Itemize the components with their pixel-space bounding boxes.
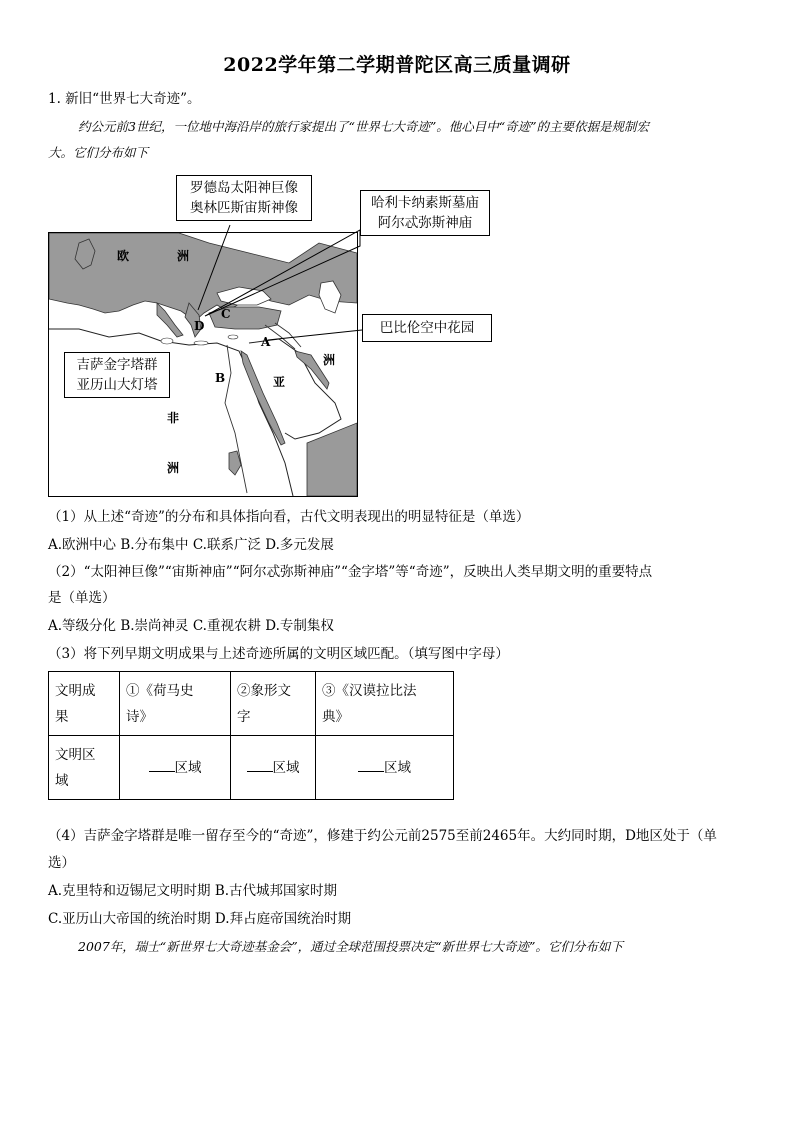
page-title: 2022学年第二学期普陀区高三质量调研 (223, 54, 571, 76)
item-hammurabi-line1: ③《汉谟拉比法 (322, 682, 417, 699)
q1-sub4-question-line2: 选） (48, 855, 75, 871)
callout-halicarnassus-artemis (360, 190, 490, 236)
q1-heading: 1. 新旧“世界七大奇迹”。 (48, 91, 201, 107)
callout-babylon-text: 巴比伦空中花园 (379, 320, 475, 336)
label-asia-2: 洲 (323, 353, 336, 367)
table-header-region (49, 736, 120, 800)
label-asia-1: 亚 (273, 375, 286, 389)
callout-rhodes-line1: 罗德岛太阳神巨像 (190, 180, 298, 196)
answer-blank-3[interactable] (358, 757, 384, 772)
closing-paragraph: 2007年，瑞士“新世界七大奇迹基金会”，通过全球范围投票决定“新世界七大奇迹”。它们分布如下 (78, 939, 623, 954)
label-africa-1: 非 (167, 411, 180, 425)
answer-cell-homer (120, 736, 231, 800)
q1-sub4-options-line1: A.克里特和迈锡尼文明时期 B.古代城邦国家时期 (48, 883, 338, 899)
leader-halicarnassus (205, 230, 360, 316)
matching-table (48, 671, 454, 800)
callout-hali-line1: 哈利卡纳素斯墓庙 (371, 195, 479, 211)
q1-sub2-question-line1: （2）“太阳神巨像”“宙斯神庙”“阿尔忒弥斯神庙”“金字塔”等“奇迹”，反映出人类早期文明的重要特点 (48, 564, 653, 580)
q1-sub4-question-line1: （4）吉萨金字塔群是唯一留存至今的“奇迹”，修建于约公元前2575至前2465年。大约同时期，D地区处于（单 (48, 828, 717, 844)
table-header-achievement (49, 672, 120, 736)
answer-suffix-2: 区域 (272, 759, 300, 776)
table-row (49, 672, 454, 736)
q1-sub2-question-line2: 是（单选） (48, 590, 116, 606)
header-achievement-line1: 文明成 (55, 682, 96, 699)
q1-intro-line1: 约公元前3世纪，一位地中海沿岸的旅行家提出了“世界七大奇迹”。他心目中“奇迹”的主要依据是规制宏 (78, 119, 650, 134)
answer-blank-1[interactable] (149, 757, 175, 772)
callout-hali-line2: 阿尔忒弥斯神庙 (377, 215, 473, 231)
q1-sub2-options: A.等级分化 B.崇尚神灵 C.重视农耕 D.专制集权 (48, 618, 334, 634)
header-region-line2: 域 (55, 772, 69, 789)
callout-giza-line2: 亚历山大灯塔 (76, 377, 158, 393)
q1-sub3-question: （3）将下列早期文明成果与上述奇迹所属的文明区域匹配。（填写图中字母） (48, 646, 509, 662)
item-hieroglyph-line2: 字 (237, 708, 251, 725)
answer-suffix-1: 区域 (174, 759, 202, 776)
header-achievement-line2: 果 (55, 708, 69, 725)
q1-sub4-options-line2: C.亚历山大帝国的统治时期 D.拜占庭帝国统治时期 (48, 911, 352, 927)
map-letter-d: D (194, 319, 205, 333)
item-homer-line1: ①《荷马史 (126, 682, 194, 699)
leader-babylon (268, 330, 362, 340)
answer-blank-2[interactable] (247, 757, 273, 772)
callout-rhodes-olympia (176, 175, 312, 221)
label-europe-1: 欧 (117, 249, 130, 263)
header-region-line1: 文明区 (55, 746, 96, 763)
callout-giza-alexandria (64, 352, 170, 398)
table-row (49, 736, 454, 800)
item-hieroglyph (231, 672, 316, 736)
answer-cell-hieroglyph (231, 736, 316, 800)
item-homer (120, 672, 231, 736)
leader-rhodes (198, 225, 230, 310)
answer-cell-hammurabi (316, 736, 454, 800)
callout-leaders (0, 0, 794, 520)
item-hammurabi (316, 672, 454, 736)
callout-giza-line1: 吉萨金字塔群 (76, 357, 158, 373)
label-africa-2: 洲 (167, 461, 180, 475)
q1-sub1-options: A.欧洲中心 B.分布集中 C.联系广泛 D.多元发展 (48, 537, 334, 553)
item-hammurabi-line2: 典》 (322, 708, 349, 725)
q1-intro-line2: 大。它们分布如下 (48, 145, 149, 160)
q1-sub1-question: （1）从上述“奇迹”的分布和具体指向看，古代文明表现出的明显特征是（单选） (48, 509, 530, 525)
map-letter-b: B (215, 371, 226, 385)
callout-babylon (362, 314, 492, 342)
item-homer-line2: 诗》 (126, 708, 153, 725)
map-letter-c: C (221, 307, 231, 321)
map-letter-a: A (261, 335, 271, 349)
item-hieroglyph-line1: ②象形文 (237, 682, 291, 699)
callout-rhodes-line2: 奥林匹斯宙斯神像 (190, 200, 298, 216)
label-europe-2: 洲 (177, 249, 190, 263)
answer-suffix-3: 区域 (384, 759, 411, 776)
